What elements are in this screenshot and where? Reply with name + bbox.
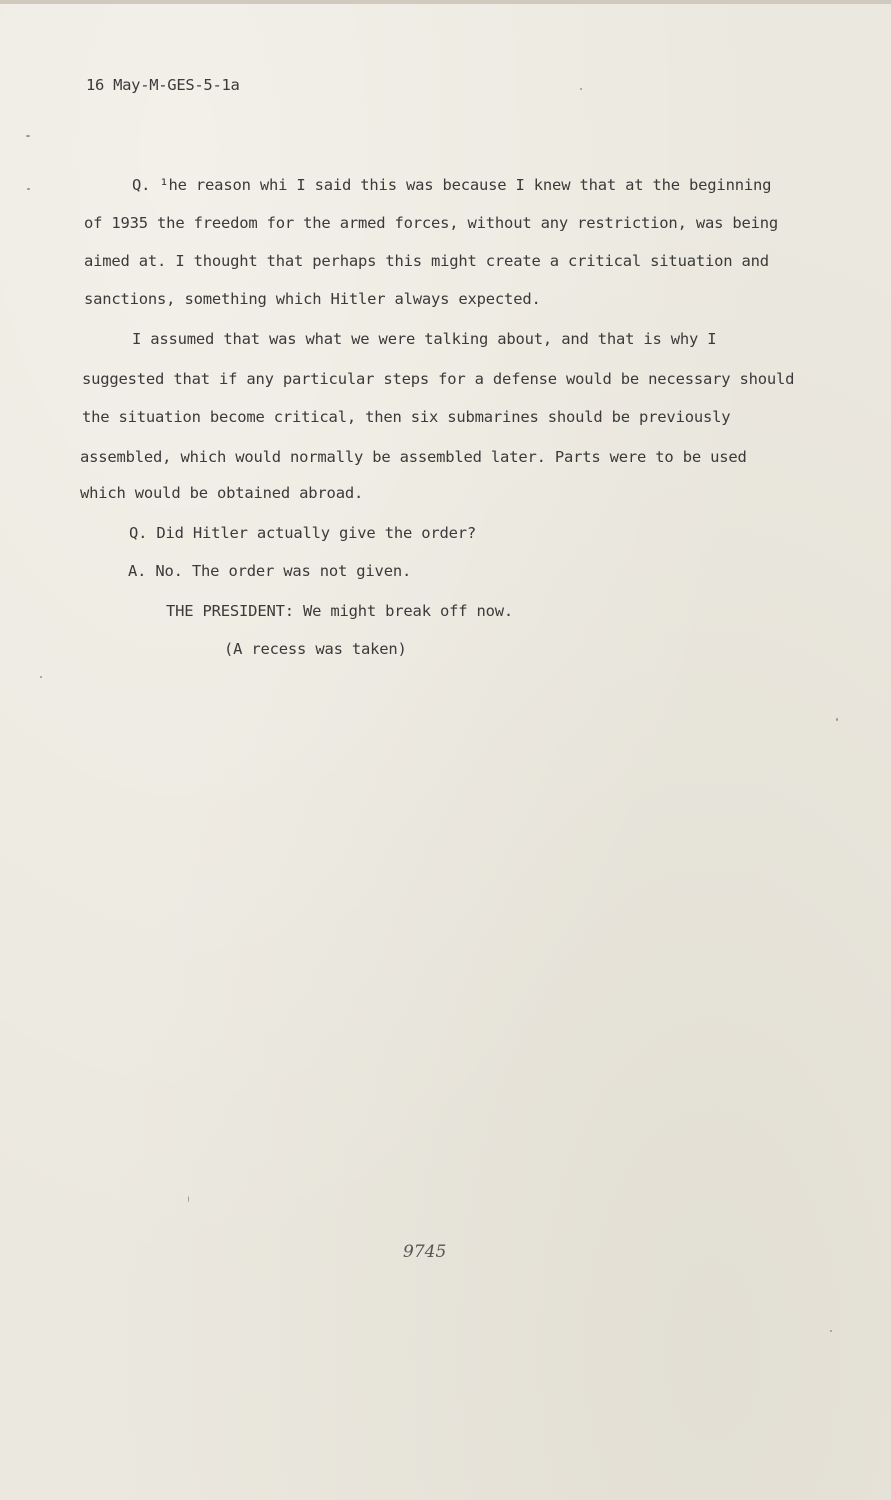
paper-speck: [27, 188, 30, 190]
paragraph-1-line-1: Q. ¹he reason whi I said this was because I knew that at the beginning: [132, 176, 772, 194]
question-line: Q. Did Hitler actually give the order?: [129, 524, 477, 542]
answer-line: A. No. The order was not given.: [128, 562, 412, 580]
page-number: 9745: [403, 1242, 447, 1262]
paper-speck: [836, 718, 838, 721]
recess-note: (A recess was taken): [224, 640, 407, 658]
document-reference: 16 May-M-GES-5-1a: [86, 76, 240, 94]
paragraph-2-line-4: assembled, which would normally be assembled later. Parts were to be used: [80, 448, 747, 466]
paragraph-2-line-1: I assumed that was what we were talking about, and that is why I: [132, 330, 717, 348]
paper-speck: [40, 676, 42, 678]
paper-speck: [26, 135, 30, 137]
paragraph-2-line-2: suggested that if any particular steps for a defense would be necessary should: [82, 370, 795, 388]
president-line: THE PRESIDENT: We might break off now.: [166, 602, 514, 620]
paragraph-1-line-4: sanctions, something which Hitler always expected.: [84, 290, 541, 308]
paragraph-2-line-5: which would be obtained abroad.: [80, 484, 364, 502]
paper-speck: [188, 1196, 189, 1202]
paper-speck: [580, 88, 582, 90]
paragraph-2-line-3: the situation become critical, then six submarines should be previously: [82, 408, 731, 426]
page-top-edge: [0, 0, 891, 4]
paragraph-1-line-3: aimed at. I thought that perhaps this might create a critical situation and: [84, 252, 769, 270]
paragraph-1-line-2: of 1935 the freedom for the armed forces, without any restriction, was being: [84, 214, 779, 232]
paper-speck: [830, 1330, 832, 1332]
